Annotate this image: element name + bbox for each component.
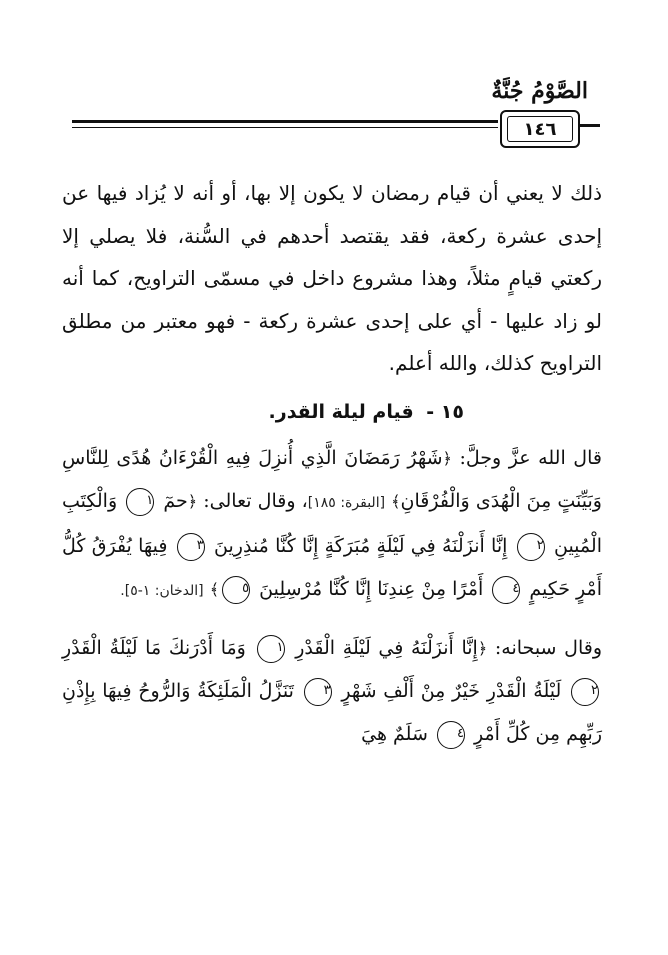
section-number: ١٥ - bbox=[426, 400, 464, 423]
verse-block-1 bbox=[62, 437, 602, 613]
verse-intro-3: وقال سبحانه: bbox=[494, 636, 603, 659]
quran-verse-baqarah: شَهْرُ رَمَضَانَ الَّذِي أُنزِلَ فِيهِ الْقُرْءَانُ هُدًى لِلنَّاسِ وَبَيِّنَتٍ مِنَ الْهُدَى وَالْفُرْقَانِ bbox=[62, 446, 602, 512]
page-number: ١٤٦ bbox=[507, 116, 573, 142]
verse-text: سَلَمٌ هِيَ bbox=[361, 722, 428, 745]
verse-number-circle: ٢ bbox=[517, 533, 545, 561]
page-content bbox=[62, 172, 602, 756]
verse-text: فِيهَا يُفْرَقُ كُلُّ أَمْرٍ حَكِيمٍ bbox=[62, 534, 602, 600]
section-heading bbox=[62, 397, 602, 427]
verse-block-2 bbox=[62, 627, 602, 756]
verse-text: أَمْرًا مِنْ عِندِنَا إِنَّا كُنَّا مُرْسِلِينَ bbox=[259, 577, 484, 600]
verse-text: وَمَا أَدْرَنكَ مَا لَيْلَةُ الْقَدْرِ bbox=[62, 636, 246, 659]
verse-number-circle: ١ bbox=[126, 488, 154, 516]
verse-number-circle: ٣ bbox=[304, 678, 332, 706]
verse-intro-2: ، وقال تعالى: bbox=[203, 489, 308, 512]
verse-text: وَالْكِتَبِ الْمُبِينِ bbox=[62, 489, 602, 557]
verse-number-circle: ٢ bbox=[571, 678, 599, 706]
verse-text: حمٓ bbox=[163, 489, 188, 512]
book-title: الصَّوْمُ جُنَّةٌ bbox=[491, 78, 588, 104]
verse-reference-1: [البقرة: ١٨٥] bbox=[307, 494, 386, 511]
verse-text: إِنَّا أَنزَلْنَهُ فِي لَيْلَةِ الْقَدْرِ bbox=[295, 636, 478, 659]
ornate-bracket-open-icon: ﴿ bbox=[442, 448, 452, 468]
verse-number-circle: ٣ bbox=[177, 533, 205, 561]
ornate-bracket-close-icon: ﴾ bbox=[209, 579, 220, 599]
verse-number-circle: ٤ bbox=[437, 721, 465, 749]
verse-text: إِنَّا أَنزَلْنَهُ فِي لَيْلَةٍ مُبَرَكَةٍ إِنَّا كُنَّا مُنذِرِينَ bbox=[214, 534, 508, 557]
header-rule-left bbox=[578, 124, 600, 127]
ornate-bracket-open-icon: ﴿ bbox=[187, 491, 198, 511]
paragraph-1: ذلك لا يعني أن قيام رمضان لا يكون إلا بها، أو أنه لا يُزاد فيها عن إحدى عشرة ركعة، فقد يقتصد أحدهم في السُّنة، فلا يصلي إلا ركعتي قيامٍ مثلاً، وهذا مشروع داخل في مسمّى التراويح، كما أنه لو زاد عليها - أي على إحدى عشرة ركعة - فهو معتبر من مطلق التراويح كذلك، والله أعلم. bbox=[62, 181, 602, 375]
ornate-bracket-close-icon: ﴾ bbox=[391, 491, 401, 511]
verse-number-circle: ٥ bbox=[222, 576, 250, 604]
section-title: قيام ليلة القدر. bbox=[268, 400, 414, 423]
ornate-bracket-open-icon: ﴿ bbox=[477, 638, 488, 658]
verse-intro-1: قال الله عزَّ وجلَّ: bbox=[459, 446, 602, 469]
verse-number-circle: ١ bbox=[257, 635, 285, 663]
verse-number-circle: ٤ bbox=[492, 576, 520, 604]
header-rule-right bbox=[72, 120, 498, 123]
verse-reference-2: [الدخان: ١-٥]. bbox=[120, 582, 204, 599]
page-number-frame bbox=[500, 110, 580, 148]
spacer bbox=[62, 613, 602, 627]
header-rule-right-thin bbox=[72, 127, 498, 128]
verse-text: لَيْلَةُ الْقَدْرِ خَيْرٌ مِنْ أَلْفِ شَهْرٍ bbox=[341, 679, 562, 702]
verse-text: تَنَزَّلُ الْمَلَئِكَةُ وَالرُّوحُ فِيهَا بِإِذْنِ رَبِّهِم مِن كُلِّ أَمْرٍ bbox=[62, 679, 602, 745]
